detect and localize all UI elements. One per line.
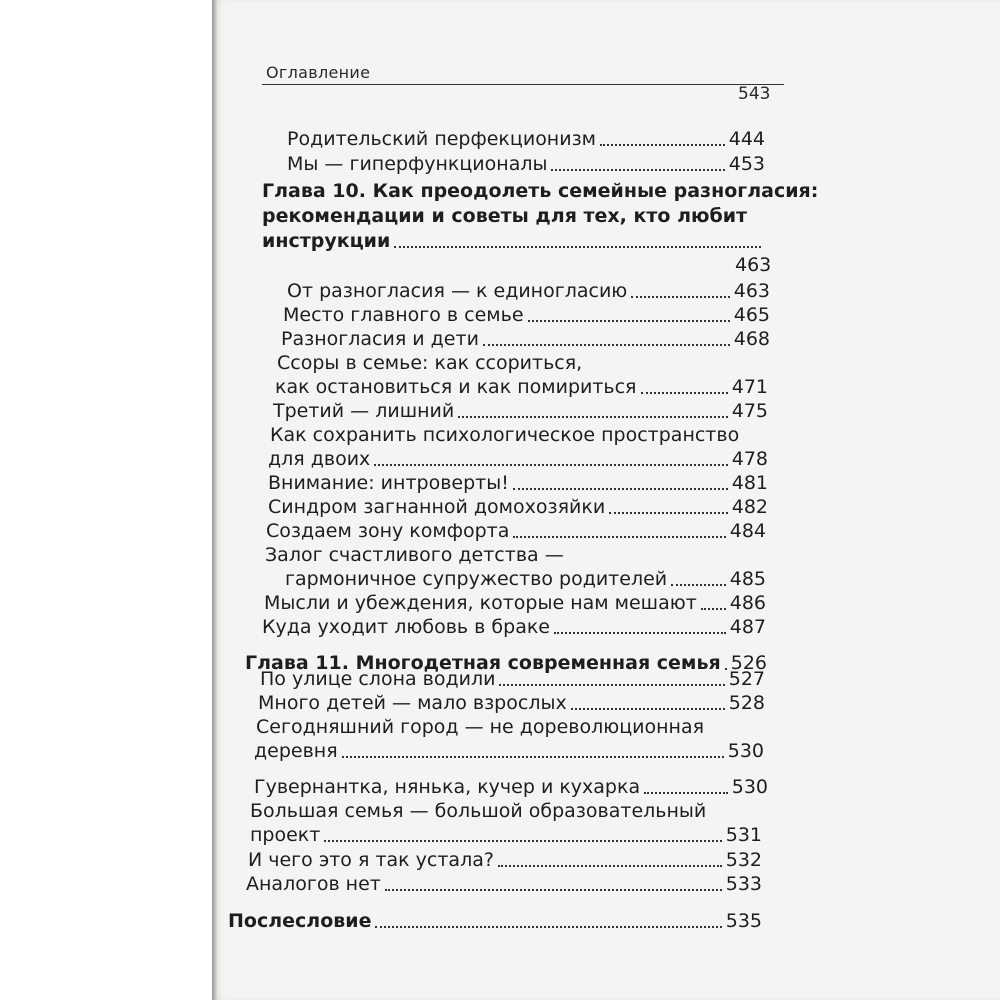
toc-leader: [394, 245, 761, 248]
toc-entry: [277, 350, 770, 376]
toc-leader: [551, 168, 724, 171]
toc-entry: [268, 470, 768, 496]
toc-entry: [283, 302, 770, 328]
toc-entry-title: Гувернантка, нянька, кучер и кухарка: [254, 776, 641, 798]
toc-entry-title: проект: [250, 824, 321, 846]
toc-entry: [250, 798, 762, 824]
toc-entry-page: 532: [725, 849, 762, 871]
toc-leader: [513, 487, 728, 490]
toc-entry-page: 528: [728, 692, 765, 714]
toc-leader: [600, 143, 725, 146]
toc-entry-title: Внимание: интроверты!: [268, 472, 509, 494]
toc-leader: [528, 319, 730, 322]
page-number: 543: [738, 84, 771, 104]
toc-entry-title: Аналогов нет: [246, 873, 381, 895]
toc-entry-title: Третий — лишний: [273, 400, 455, 422]
toc-entry: [260, 666, 765, 692]
toc-entry: [246, 871, 762, 897]
toc-entry-page: 468: [733, 328, 770, 350]
toc-leader: [483, 343, 730, 346]
toc-entry-title: как остановиться и как помириться: [275, 376, 637, 398]
toc-leader: [324, 839, 721, 842]
toc-leader: [375, 925, 721, 928]
toc-entry: [266, 518, 766, 544]
toc-entry-title: Создаем зону комфорта: [266, 520, 510, 542]
toc-entry-title: Синдром загнанной домохозяйки: [268, 496, 606, 518]
toc-entry-page: 453: [728, 153, 765, 175]
toc-entry-page: 487: [729, 616, 766, 638]
toc-leader: [513, 535, 725, 538]
toc-entry-page: 531: [725, 824, 762, 846]
chapter-title: инструкции: [262, 230, 391, 252]
toc-entry-page: 484: [729, 520, 766, 542]
toc-entry-title: Сегодняшний город — не дореволюционная: [256, 716, 705, 738]
toc-entry-page: 463: [735, 254, 772, 276]
toc-entry-page: 475: [731, 400, 768, 422]
toc-entry-page: 486: [729, 592, 766, 614]
toc-leader: [571, 707, 725, 710]
chapter-page: [735, 252, 770, 278]
header-rule: [262, 84, 784, 85]
toc-leader: [499, 683, 724, 686]
toc-entry-page: 485: [729, 568, 766, 590]
toc-leader: [701, 607, 726, 610]
toc-entry-title: Куда уходит любовь в браке: [262, 616, 550, 638]
toc-entry-title: Мы — гиперфункционалы: [287, 153, 548, 175]
toc-entry: [254, 774, 768, 800]
toc-entry-page: 533: [725, 873, 762, 895]
toc-entry-title: Родительский перфекционизм: [287, 128, 597, 150]
toc-entry: [268, 446, 768, 472]
running-header-title: Оглавление: [266, 63, 371, 82]
toc-entry-page: 482: [731, 496, 768, 518]
toc-entry-title: Залог счастливого детства —: [265, 544, 564, 566]
toc-entry: [287, 151, 765, 177]
toc-entry: [275, 374, 768, 400]
toc-entry: [265, 542, 765, 568]
toc-leader: [631, 295, 729, 298]
toc-leader: [374, 463, 727, 466]
toc-entry-title: для двоих: [268, 448, 371, 470]
toc-leader: [554, 631, 726, 634]
toc-entry: [273, 398, 768, 424]
toc-entry: [258, 690, 765, 716]
toc-entry-title: По улице слона водили: [260, 668, 496, 690]
chapter-title: Послесловие: [228, 910, 372, 932]
toc-entry-title: деревня: [254, 740, 338, 762]
toc-entry-title: Ссоры в семье: как ссориться,: [277, 352, 583, 374]
toc-leader: [671, 583, 726, 586]
toc-entry: [256, 714, 764, 740]
toc-leader: [644, 791, 728, 794]
toc-entry-title: Как сохранить психологическое пространство: [270, 424, 740, 446]
toc-entry-title: От разногласия — к единогласию: [287, 280, 628, 302]
chapter-heading: [228, 908, 762, 934]
toc-entry-page: 481: [731, 472, 768, 494]
toc-entry-title: Большая семья — большой образовательный: [250, 800, 707, 822]
toc-entry-page: 463: [733, 280, 770, 302]
toc-entry-page: 478: [731, 448, 768, 470]
toc-entry-page: 535: [725, 910, 762, 932]
toc-entry-page: 471: [731, 376, 768, 398]
toc-entry: [254, 738, 764, 764]
chapter-title: Глава 11. Многодетная современная семья: [245, 652, 721, 674]
toc-entry-page: 530: [731, 776, 768, 798]
toc-entry-title: Мысли и убеждения, которые нам мешают: [264, 592, 697, 614]
toc-leader: [385, 888, 722, 891]
chapter-heading: [262, 228, 765, 254]
chapter-title: рекомендации и советы для тех, кто любит: [262, 205, 748, 227]
toc-leader: [342, 755, 724, 758]
toc-leader: [641, 391, 728, 394]
chapter-heading: [262, 178, 819, 204]
toc-entry-title: Место главного в семье: [283, 304, 524, 326]
toc-entry: [262, 614, 766, 640]
toc-leader: [498, 864, 722, 867]
toc-entry-title: И чего это я так устала?: [248, 849, 494, 871]
toc-entry-page: 527: [728, 668, 765, 690]
page-gutter: [212, 0, 218, 1000]
toc-entry: [264, 590, 766, 616]
toc-entry: [281, 326, 770, 352]
toc-entry-title: Разногласия и дети: [281, 328, 479, 350]
toc-entry-title: гармоничное супружество родителей: [285, 568, 668, 590]
toc-entry: [287, 278, 770, 304]
toc-leader: [609, 511, 728, 514]
toc-entry-page: 465: [733, 304, 770, 326]
toc-entry: [268, 494, 768, 520]
chapter-heading: [262, 203, 772, 229]
toc-leader: [458, 415, 728, 418]
toc-entry-page: 526: [730, 652, 767, 674]
toc-entry-title: Много детей — мало взрослых: [258, 692, 567, 714]
toc-entry: [248, 847, 762, 873]
toc-entry: [287, 126, 765, 152]
toc-entry-page: 444: [728, 128, 765, 150]
toc-entry: [250, 822, 762, 848]
chapter-title: Глава 10. Как преодолеть семейные разногласия:: [262, 180, 819, 202]
toc-entry: [285, 566, 766, 592]
toc-entry-page: 530: [727, 740, 764, 762]
toc-entry: [270, 422, 768, 448]
